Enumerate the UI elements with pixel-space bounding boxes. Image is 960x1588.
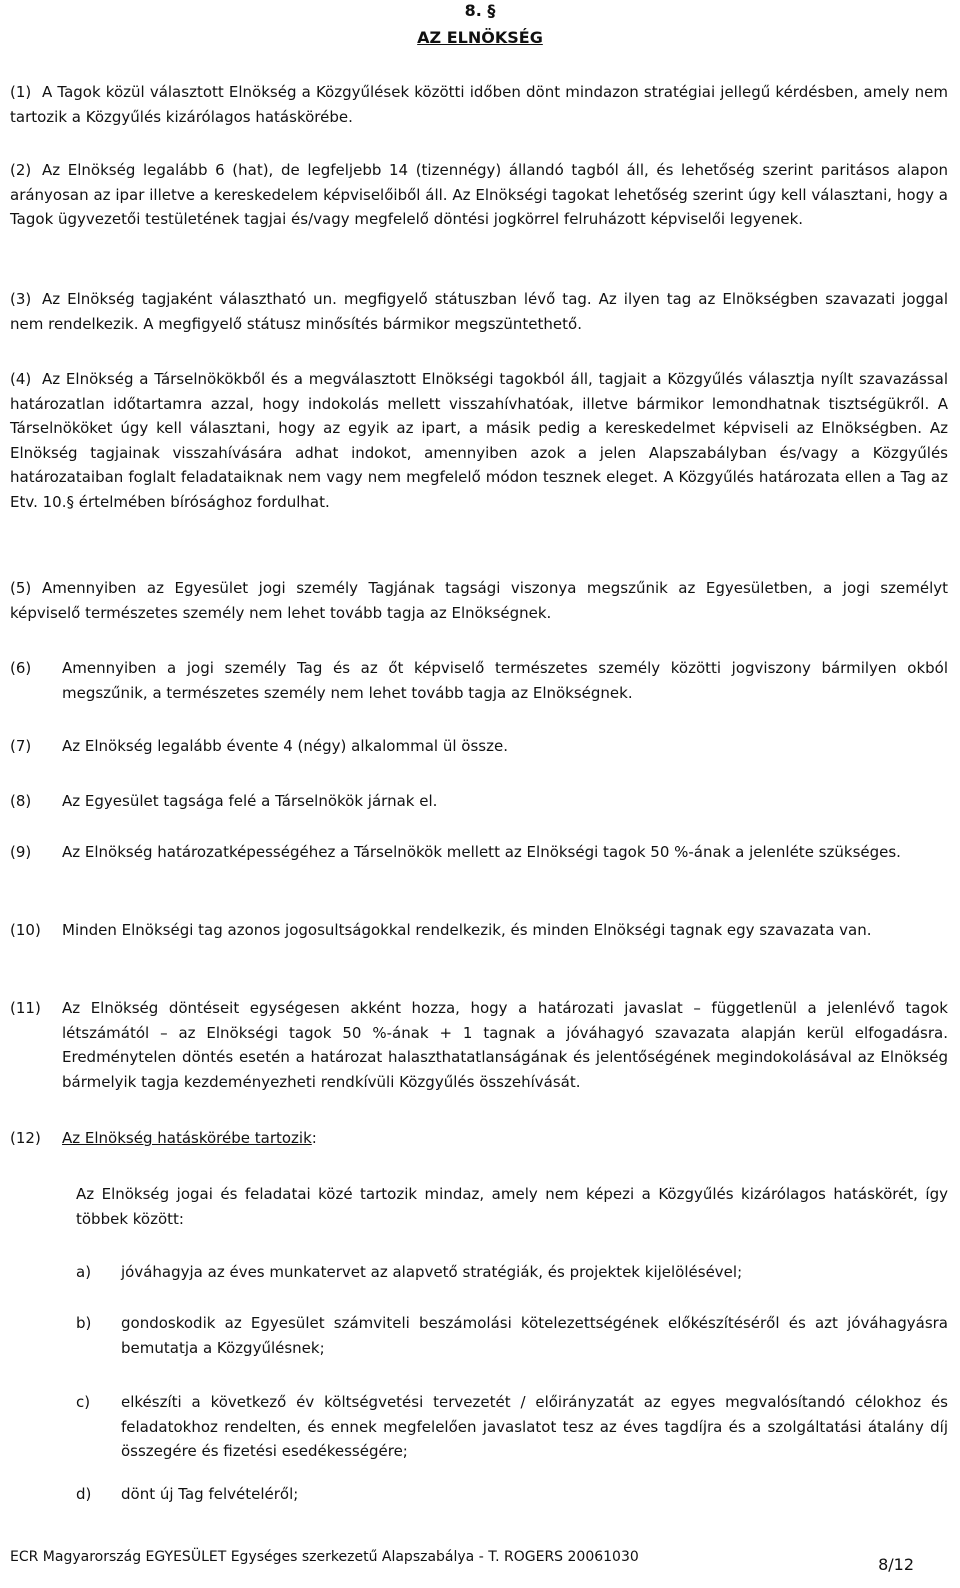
paragraph-heading-suffix: : bbox=[311, 1129, 317, 1147]
list-item-d bbox=[76, 1482, 948, 1507]
paragraph-number: (4) bbox=[10, 370, 32, 388]
paragraph-number: (10) bbox=[10, 921, 41, 939]
paragraph-text: Az Elnökség határozatképességéhez a Társelnökök mellett az Elnökségi tagok 50 %-ának a jelenléte szükséges. bbox=[62, 843, 901, 861]
paragraph-number: (7) bbox=[10, 737, 32, 755]
paragraph-text: Az Elnökség legalább évente 4 (négy) alkalommal ül össze. bbox=[62, 737, 508, 755]
list-item-b bbox=[76, 1311, 948, 1360]
list-marker: a) bbox=[76, 1263, 92, 1281]
paragraph-text: Az Elnökség a Társelnökökből és a megválasztott Elnökségi tagokból áll, tagjait a Közgyűlés választja nyílt szavazással határozatlan időtartamra azzal, hogy indokolás mellett visszahívhatóak, illetve bármikor lemondhatnak tisztségükről. A Társelnököket úgy kell választani, hogy az egyik az ipart, a másik pedig a kereskedelmet képviseli az Elnökségben. Az Elnökség tagjainak visszahívására adhat indokot, amennyiben azok a jelen Alapszabályban és/vagy a Közgyűlés határozataiban foglalt feladataiknak nem vagy nem megfelelő módon tesznek eleget. A Közgyűlés határozata ellen a Tag az Etv. 10.§ értelmében bírósághoz fordulhat. bbox=[10, 370, 948, 511]
paragraph-number: (11) bbox=[10, 999, 41, 1017]
paragraph-4 bbox=[10, 367, 948, 514]
list-text: jóváhagyja az éves munkatervet az alapvető stratégiák, és projektek kijelölésével; bbox=[121, 1263, 743, 1281]
list-marker: c) bbox=[76, 1393, 91, 1411]
paragraph-text: Az Egyesület tagsága felé a Társelnökök járnak el. bbox=[62, 792, 438, 810]
list-item-c bbox=[76, 1390, 948, 1464]
paragraph-text: A Tagok közül választott Elnökség a Közgyűlések közötti időben dönt mindazon stratégiai jellegű kérdésben, amely nem tartozik a Közgyűlés kizárólagos hatáskörébe. bbox=[10, 83, 948, 126]
paragraph-text: Amennyiben az Egyesület jogi személy Tagjának tagsági viszonya megszűnik az Egyesületben, a jogi személyt képviselő természetes személy nem lehet tovább tagja az Elnökségnek. bbox=[10, 579, 948, 622]
paragraph-number: (9) bbox=[10, 843, 32, 861]
paragraph-7 bbox=[10, 734, 948, 759]
paragraph-heading-underlined: Az Elnökség hatáskörébe tartozik bbox=[62, 1129, 312, 1147]
section-title: AZ ELNÖKSÉG bbox=[417, 28, 543, 47]
paragraph-number: (6) bbox=[10, 659, 32, 677]
paragraph-text: Minden Elnökségi tag azonos jogosultságokkal rendelkezik, és minden Elnökségi tagnak egy szavazata van. bbox=[62, 921, 872, 939]
paragraph-6 bbox=[10, 656, 948, 705]
list-marker: d) bbox=[76, 1485, 92, 1503]
paragraph-2 bbox=[10, 158, 948, 232]
paragraph-text: Az Elnökség döntéseit egységesen akként hozza, hogy a határozati javaslat – függetlenül a jelenlévő tagok létszámától – az Elnökségi tagok 50 %-ának + 1 tagnak a jóváhagyó szavazata alapján kerül elfogadásra. Eredménytelen döntés esetén a határozat halaszthatatlanságának és jelentőségének megindokolásával az Elnökség bármelyik tagja kezdeményezheti rendkívüli Közgyűlés összehívását. bbox=[62, 999, 948, 1091]
paragraph-10 bbox=[10, 918, 948, 943]
paragraph-text: Az Elnökség legalább 6 (hat), de legfeljebb 14 (tizennégy) állandó tagból áll, és lehetőség szerint paritásos alapon arányosan az ipar illetve a kereskedelem képviselőiből áll. Az Elnökségi tagokat lehetőség szerint úgy kell választani, hogy a Tagok ügyvezetői testületének tagjai és/vagy megfelelő döntési jogkörrel felruházott képviselői legyenek. bbox=[10, 161, 948, 228]
paragraph-number: (1) bbox=[10, 83, 32, 101]
paragraph-number: (2) bbox=[10, 161, 32, 179]
paragraph-number: (3) bbox=[10, 290, 32, 308]
paragraph-number: (5) bbox=[10, 579, 32, 597]
list-text: gondoskodik az Egyesület számviteli beszámolási kötelezettségének előkészítéséről és azt jóváhagyásra bemutatja a Közgyűlésnek; bbox=[121, 1314, 948, 1357]
list-marker: b) bbox=[76, 1314, 92, 1332]
paragraph-number: (8) bbox=[10, 792, 32, 810]
paragraph-9 bbox=[10, 840, 948, 865]
paragraph-1 bbox=[10, 80, 948, 129]
footer-page-number: 8/12 bbox=[878, 1555, 914, 1574]
paragraph-8 bbox=[10, 789, 948, 814]
paragraph-number: (12) bbox=[10, 1129, 41, 1147]
list-item-a bbox=[76, 1260, 948, 1285]
list-text: dönt új Tag felvételéről; bbox=[121, 1485, 299, 1503]
paragraph-3 bbox=[10, 287, 948, 336]
paragraph-12 bbox=[10, 1126, 948, 1151]
list-text: elkészíti a következő év költségvetési tervezetét / előirányzatát az egyes megvalósítandó célokhoz és feladatokhoz rendelten, és ennek megfelelően javaslatot tesz az éves tagdíjra és a szolgáltatási átalány díj összegére és fizetési esedékességére; bbox=[121, 1393, 948, 1460]
competence-intro: Az Elnökség jogai és feladatai közé tartozik mindaz, amely nem képezi a Közgyűlés kizárólagos hatáskörét, így többek között: bbox=[76, 1185, 948, 1228]
paragraph-text: Az Elnökség tagjaként választható un. megfigyelő státuszban lévő tag. Az ilyen tag az Elnökségben szavazati joggal nem rendelkezik. A megfigyelő státusz minősítés bármikor megszüntethető. bbox=[10, 290, 948, 333]
paragraph-5 bbox=[10, 576, 948, 625]
section-number: 8. § bbox=[464, 1, 496, 20]
paragraph-11 bbox=[10, 996, 948, 1094]
paragraph-text: Amennyiben a jogi személy Tag és az őt képviselő természetes személy közötti jogviszony bármilyen okból megszűnik, a természetes személy nem lehet tovább tagja az Elnökségnek. bbox=[62, 659, 948, 702]
footer-document-title: ECR Magyarország EGYESÜLET Egységes szerkezetű Alapszabálya - T. ROGERS 20061030 bbox=[10, 1549, 639, 1565]
